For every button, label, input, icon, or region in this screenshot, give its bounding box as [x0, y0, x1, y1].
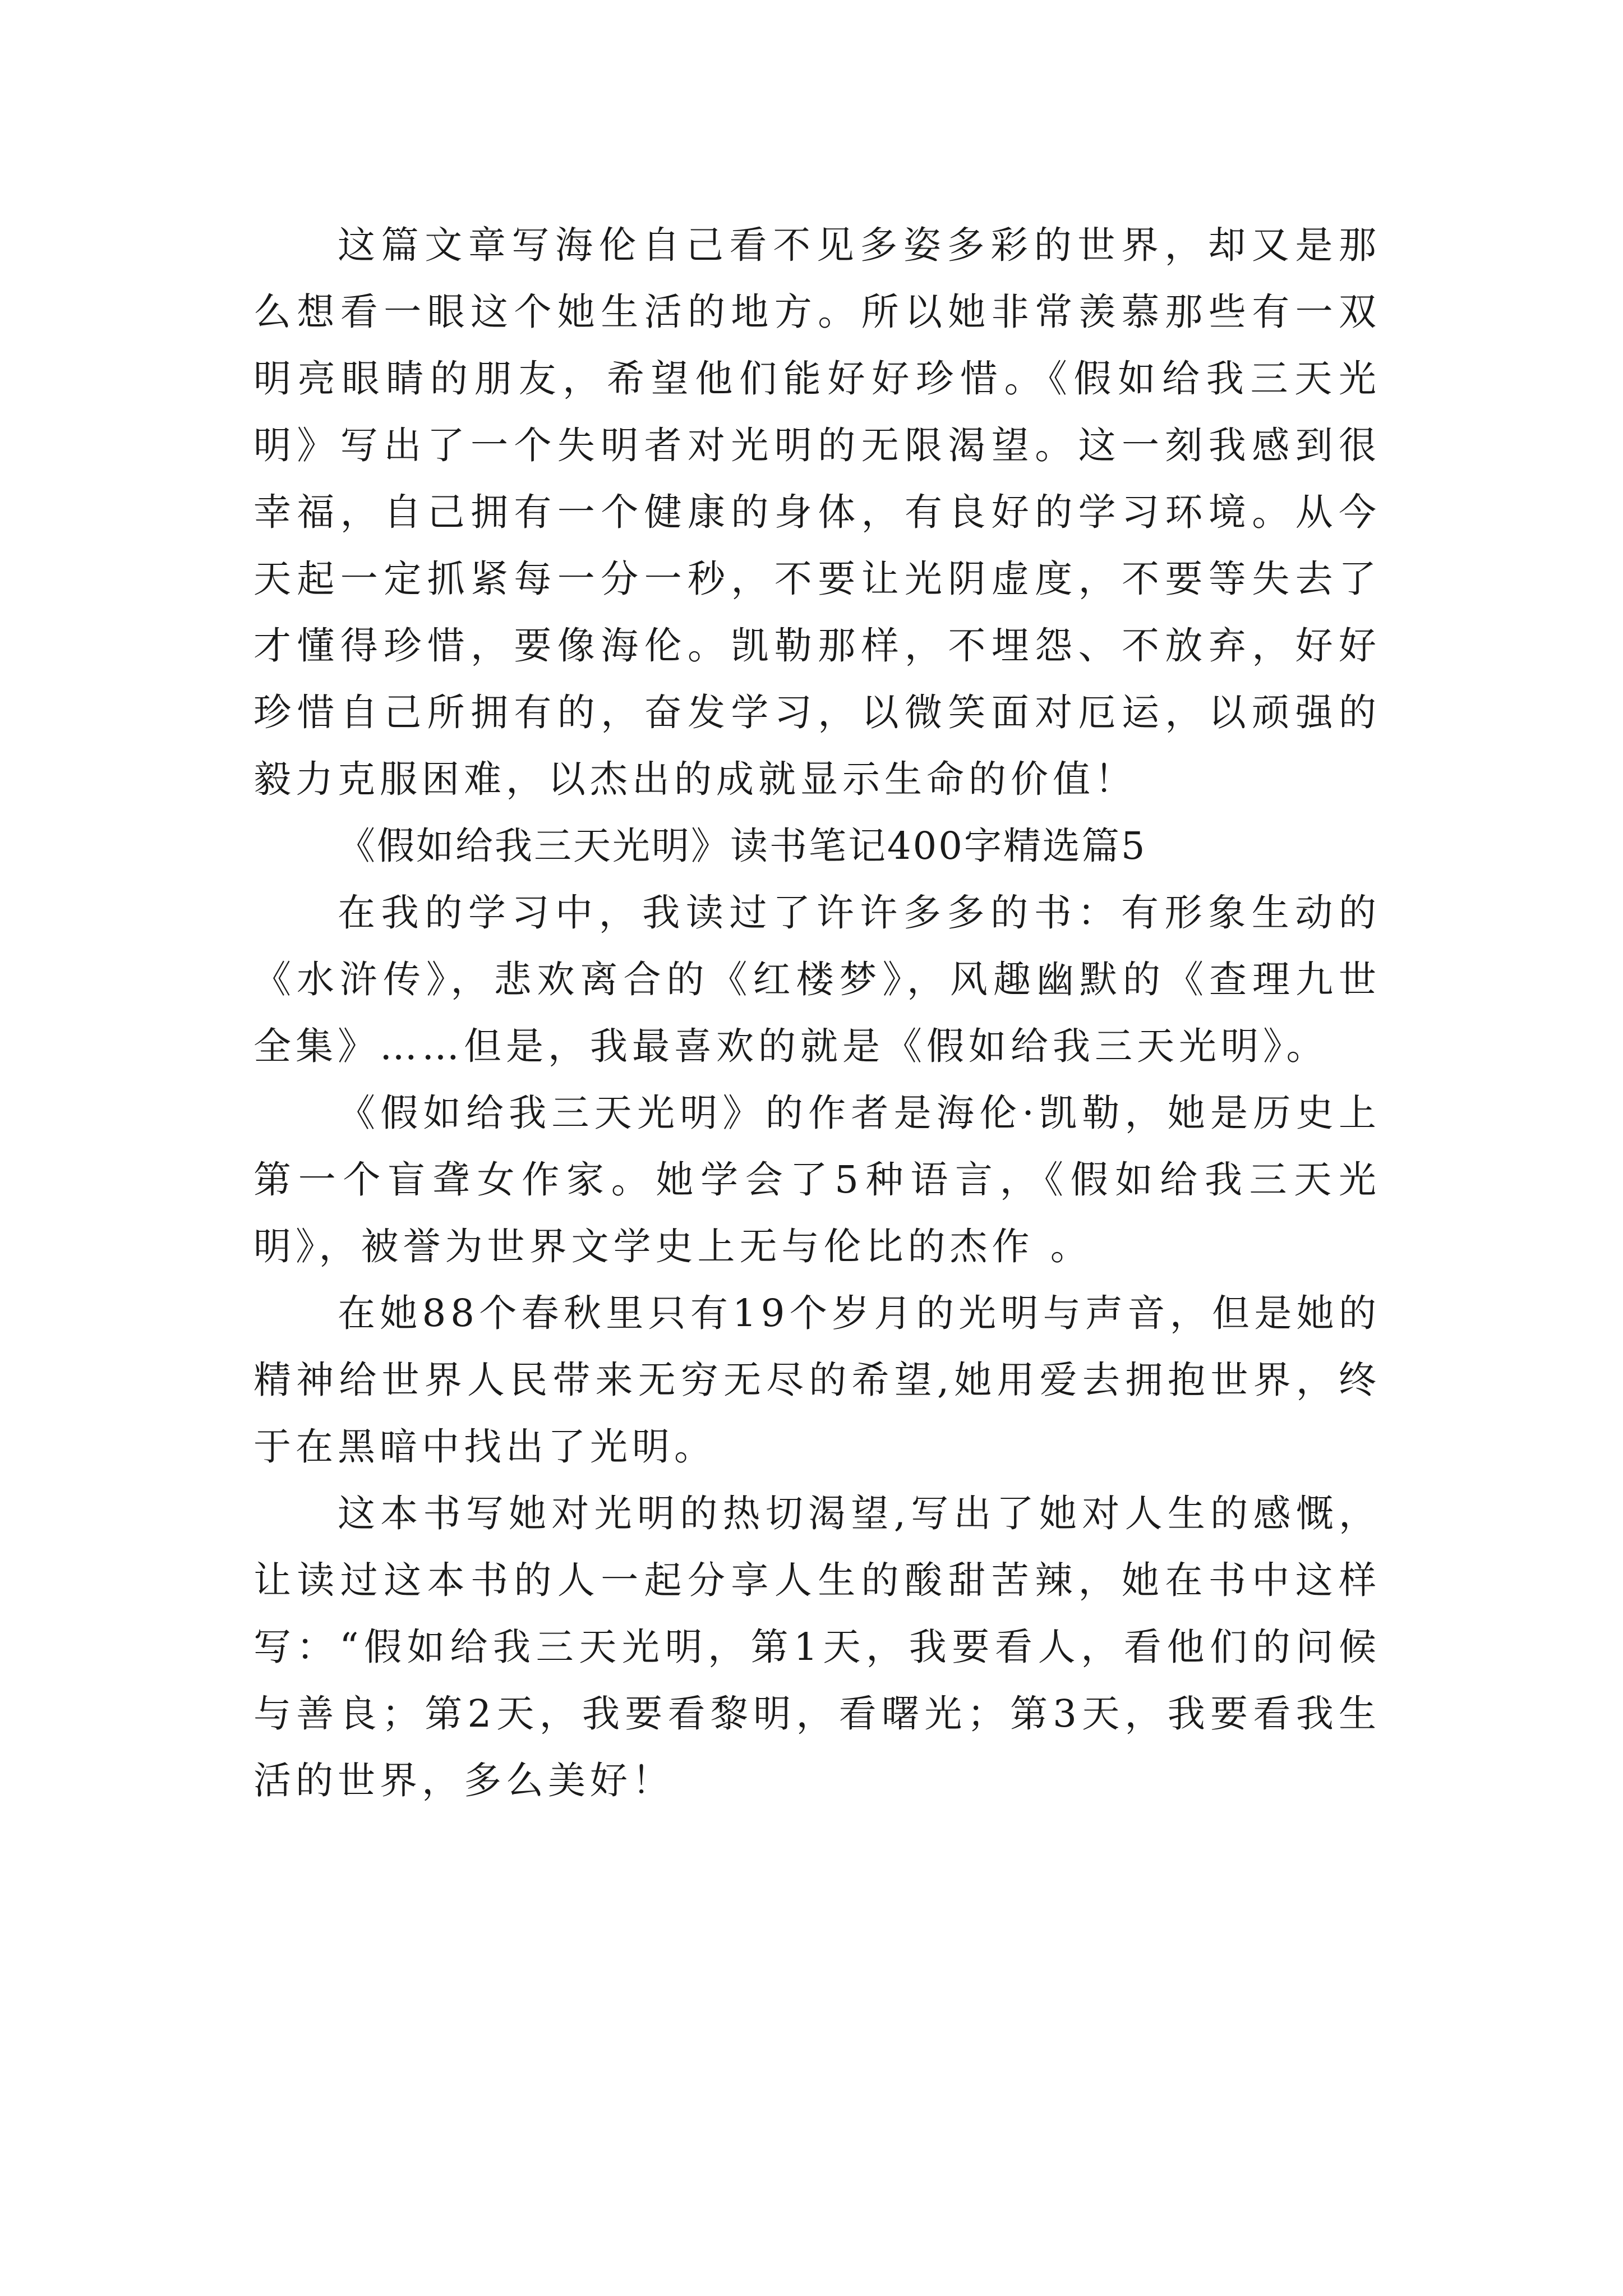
section-heading: 《假如给我三天光明》读书笔记400字精选篇5	[338, 824, 1147, 868]
paragraph-reflection: 这篇文章写海伦自己看不见多姿多彩的世界，却又是那么想看一眼这个她生活的地方。所以她非常羡慕那些有一双明亮眼睛的朋友，希望他们能好好珍惜。《假如给我三天光明》写出了一个失明者对光明的无限渴望。这一刻我感到很幸福，自己拥有一个健康的身体，有良好的学习环境。从今天起一定抓紧每一分一秒，不要让光阴虚度，不要等失去了才懂得珍惜，要像海伦。凯勒那样，不埋怨、不放弃，好好珍惜自己所拥有的，奋发学习，以微笑面对厄运，以顽强的毅力克服困难，以杰出的成就显示生命的价值！	[253, 223, 1381, 801]
paragraph-three-days: 这本书写她对光明的热切渴望,写出了她对人生的感慨，让读过这本书的人一起分享人生的酸甜苦辣，她在书中这样写：“假如给我三天光明，第1天，我要看人，看他们的问候与善良；第2天，我要看黎明，看曙光；第3天，我要看我生活的世界，多么美好！	[253, 1492, 1381, 1802]
paragraph-author: 《假如给我三天光明》的作者是海伦·凯勒，她是历史上第一个盲聋女作家。她学会了5种语言，《假如给我三天光明》，被誉为世界文学史上无与伦比的杰作 。	[253, 1091, 1381, 1268]
document-body	[253, 212, 1381, 1814]
paragraph-life: 在她88个春秋里只有19个岁月的光明与声音，但是她的精神给世界人民带来无穷无尽的希望,她用爱去拥抱世界，终于在黑暗中找出了光明。	[253, 1291, 1381, 1469]
paragraph-books-read: 在我的学习中，我读过了许许多多的书：有形象生动的《水浒传》，悲欢离合的《红楼梦》，风趣幽默的《查理九世全集》……但是，我最喜欢的就是《假如给我三天光明》。	[253, 891, 1381, 1068]
